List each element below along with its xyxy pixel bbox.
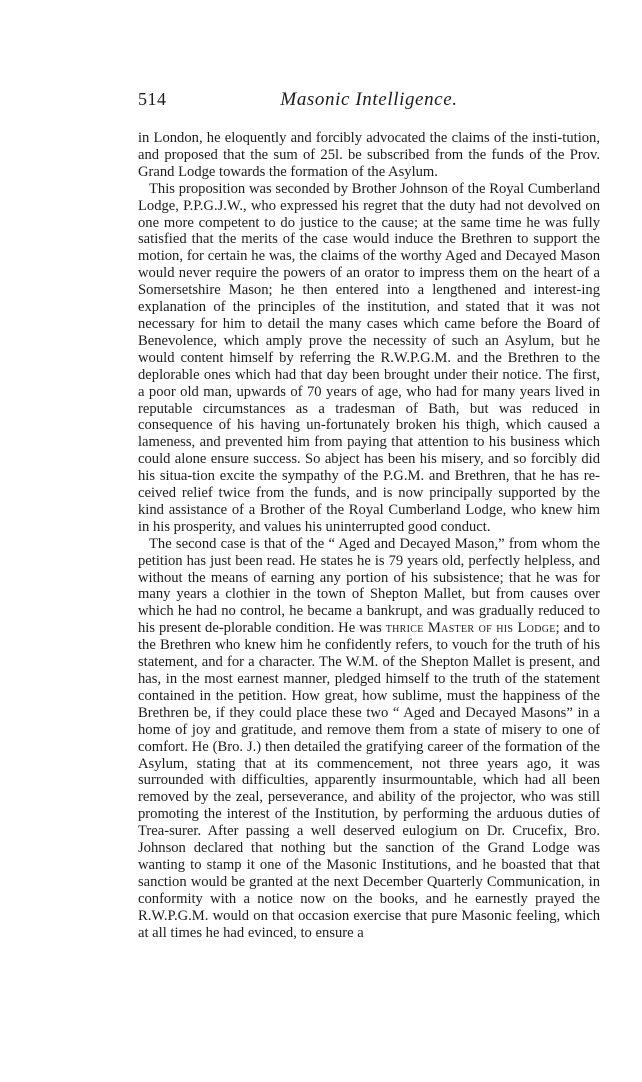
running-title: Masonic Intelligence. — [280, 89, 458, 110]
paragraph-3-text-before: The second case is that of the “ Aged and Decayed Mason,” from whom the petition has just been read. He states he is 79 years old, perfectly helpless, and without the means of earning any portion of his subsistence; that he was for many years a clothier in the town of Shepton Mallet, but from causes over which he had no control, he became a bankrupt, and was gradually reduced to his present de-plorable condition. He was — [138, 535, 600, 637]
page-number: 514 — [138, 89, 167, 109]
paragraph-3 — [138, 536, 600, 942]
body-text — [138, 130, 600, 942]
paragraph-1: in London, he eloquently and forcibly advocated the claims of the insti-tution, and proposed that the sum of 25l. be subscribed from the funds of the Prov. Grand Lodge towards the formation of the Asylum. — [138, 130, 600, 180]
paragraph-3-text-after: ; and to the Brethren who knew him he confidently refers, to vouch for the truth of his statement, and for a character. The W.M. of the Shepton Mallet is present, and has, in the most earnest manner, pledged himself to the truth of the statement contained in the petition. How great, how sublime, must the happiness of the Brethren be, if they could place these two “ Aged and Decayed Masons” in a home of joy and gratitude, and remove them from a state of misery to one of comfort. He (Bro. J.) then detailed the gratifying career of the formation of the Asylum, stating that at its commencement, not three years ago, it was surrounded with difficulties, apparently insurmountable, which had all been removed by the zeal, perseverance, and ability of the projector, who was still promoting the interest of the Institution, by performing the arduous duties of Trea-surer. After passing a well deserved eulogium on Dr. Crucefix, Bro. Johnson declared that nothing but the sanction of the Grand Lodge was wanting to stamp it one of the Masonic Institutions, and he boasted that that sanction would be granted at the next December Quarterly Communication, in conformity with a notice now on the books, and he earnestly prayed the R.W.P.G.M. would on that occasion exercise that pure Masonic feeling, which at all times he had evinced, to ensure a — [138, 620, 601, 941]
paragraph-2: This proposition was seconded by Brother Johnson of the Royal Cumberland Lodge, P.P.G.J.W., who expressed his regret that the duty had not devolved on one more competent to do justice to the cause; at the same time he was fully satisfied that the merits of the case would induce the Brethren to support the motion, for certain he was, the claims of the worthy Aged and Decayed Mason would never require the powers of an orator to impress them on the heart of a Somersetshire Mason; he then entered into a lengthened and interest-ing explanation of the principles of the institution, and stated that it was not necessary for him to detail the many cases which came before the Board of Benevolence, which amply prove the necessity of such an Asylum, but he would content himself by referring the R.W.P.G.M. and the Brethren to the deplorable ones which had that day been brought under their notice. The first, a poor old man, upwards of 70 years of age, who had for many years lived in reputable circumstances as a tradesman of Bath, but was reduced in consequence of his having un-fortunately broken his thigh, which caused a lameness, and prevented him from paying that attention to his business which could alone ensure success. So abject has been his misery, and so forcibly did his situa-tion excite the sympathy of the P.G.M. and Brethren, that he has re-ceived relief twice from the funds, and is now principally supported by the kind assistance of a Brother of the Royal Cumberland Lodge, who knew him in his prosperity, and values his uninterrupted good conduct. — [138, 180, 600, 535]
thrice-master-small-caps: thrice Master of his Lodge — [385, 620, 556, 637]
page-header — [138, 89, 600, 115]
